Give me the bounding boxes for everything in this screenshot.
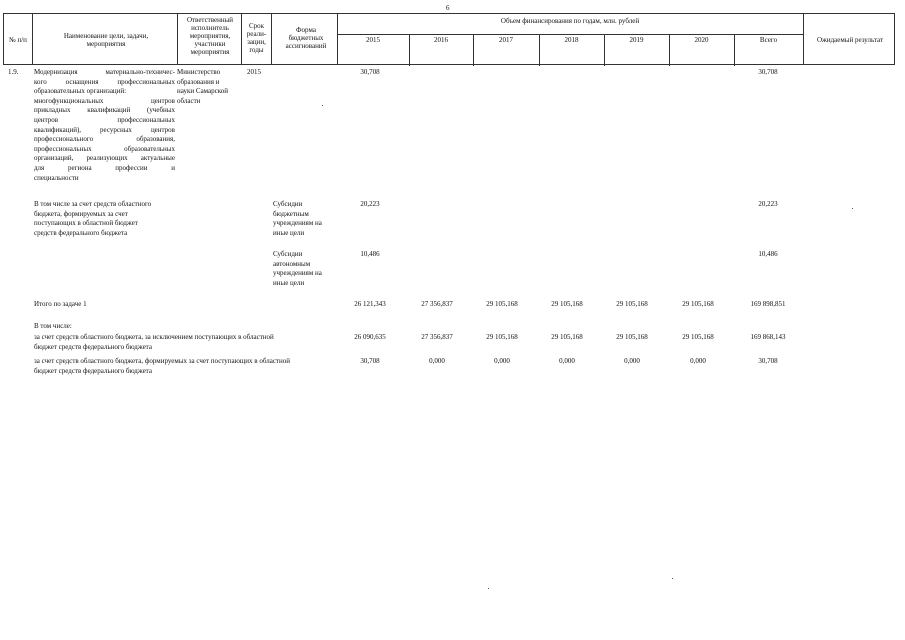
subrow-federal-name: В том числе за счет средств областного бюджета, формируемых за счет поступающих в областной бюджет средств федерального бюджета [34,200,152,237]
header-year-2015: 2015 [366,36,380,44]
header-term: Срок реали-зации, годы [246,22,267,54]
total-task-2015: 26 121,343 [354,300,386,308]
regional-2017: 29 105,168 [486,333,518,341]
federal-total: 30,708 [758,357,778,365]
federal-2020: 0,000 [690,357,706,365]
federal-2017: 0,000 [494,357,510,365]
header-year-2017: 2017 [499,36,513,44]
header-num: № п/п [9,36,27,44]
header-year-2018: 2018 [564,36,579,44]
subrow-federal-total: 20,223 [758,200,778,208]
regional-2020: 29 105,168 [682,333,714,341]
federal-2019: 0,000 [624,357,640,365]
federal-2018: 0,000 [559,357,575,365]
total-task-2016: 27 356,837 [421,300,453,308]
federal-2016: 0,000 [429,357,445,365]
subrow-federal-2015: 20,223 [360,200,380,208]
header-year-2016: 2016 [434,36,448,44]
federal-budget-label: за счет средств областного бюджета, формируемых за счет поступающих в областной бюджет средств федерального бюджета [34,357,290,375]
header-table [3,13,895,65]
header-form: Форма бюджетных ассигнований [285,26,327,50]
header-result: Ожидаемый результат [816,36,884,44]
total-task-label: Итого по задаче 1 [34,300,87,308]
total-task-total: 169 898,851 [750,300,786,308]
total-task-2017: 29 105,168 [486,300,518,308]
scan-speck [322,105,323,106]
page-number: 6 [446,4,450,12]
scan-speck [488,588,489,589]
regional-total: 169 868,143 [750,333,786,341]
total-task-2019: 29 105,168 [616,300,648,308]
subrow-autonomous-form: Субсидии автономным учреждениям на иные цели [273,250,322,287]
row-value-total: 30,708 [758,68,778,76]
row-responsible: Министерство образования и науки Самарской области [177,68,229,105]
row-value-2015: 30,708 [360,68,380,76]
row-name: Модернизация материально-техничес- кого оснащения профессиональных образовательных организаций: многофункциональных центров прикладных квалификаций (учебных центров профессиональных квалификаций), ресурсных центров профессионального образования, профессиональных образовательных организаций, реализующих актуальные для региона профессии и специальности [34,68,175,182]
header-name: Наименование цели, задачи, мероприятия [63,32,149,48]
header-responsible: Ответственный исполнитель мероприятия, участники мероприятия [186,16,234,56]
regional-budget-label: за счет средств областного бюджета, за исключением поступающих в областной бюджет средств федерального бюджета [34,333,274,351]
federal-2015: 30,708 [360,357,380,365]
row-number: 1.9. [8,68,19,76]
scan-speck [672,578,673,579]
subrow-autonomous-2015: 10,486 [360,250,380,258]
regional-2019: 29 105,168 [616,333,648,341]
total-task-2020: 29 105,168 [682,300,714,308]
scan-speck [852,208,853,209]
subrow-autonomous-total: 10,486 [758,250,778,258]
regional-2016: 27 356,837 [421,333,453,341]
regional-2015: 26 090,635 [354,333,386,341]
row-term: 2015 [247,68,261,76]
total-task-2018: 29 105,168 [551,300,583,308]
header-year-2019: 2019 [629,36,644,44]
header-volume: Объем финансирования по годам, млн. рублей [500,17,640,25]
subrow-federal-form: Субсидии бюджетным учреждениям на иные цели [273,200,322,237]
including-label: В том числе: [34,322,72,330]
regional-2018: 29 105,168 [551,333,583,341]
header-total: Всего [759,36,778,44]
header-year-2020: 2020 [694,36,709,44]
